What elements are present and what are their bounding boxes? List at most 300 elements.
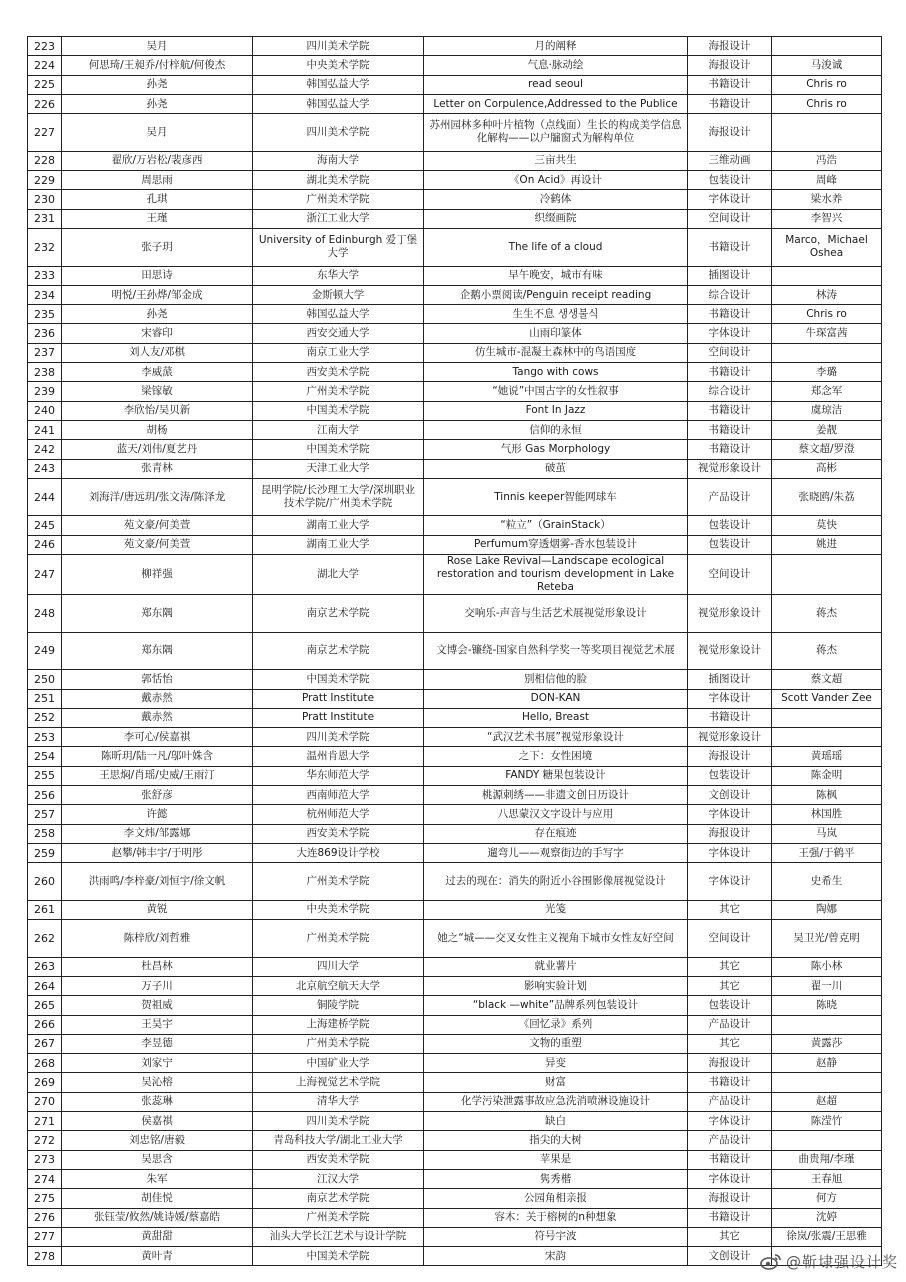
cell-work-title: 文博会-镰绕-国家自然科学奖一等奖项目视觉艺术展 [424,632,688,670]
cell-school: 南京工业大学 [253,343,424,362]
cell-work-title: 缺白 [424,1112,688,1131]
table-row [28,1054,882,1073]
cell-advisor: 陈滢竹 [772,1112,882,1131]
cell-school: 湖南工业大学 [253,535,424,554]
table-row [28,324,882,343]
cell-advisor: 史希生 [772,863,882,901]
cell-category: 书籍设计 [688,401,772,420]
cell-advisor: 陈枫 [772,785,882,804]
cell-number: 227 [28,114,62,152]
cell-work-title: 气息·脉动绘 [424,56,688,75]
cell-author: 黄叶青 [62,1247,253,1266]
table-row [28,1015,882,1034]
cell-school: Pratt Institute [253,689,424,708]
cell-category: 海报设计 [688,824,772,843]
cell-author: 李昱德 [62,1034,253,1053]
table-row [28,824,882,843]
cell-school: 四川美术学院 [253,37,424,56]
table-row [28,863,882,901]
cell-category: 视觉形象设计 [688,459,772,478]
cell-author: 孙尧 [62,305,253,324]
cell-number: 254 [28,747,62,766]
cell-author: 翟欣/万岩松/裴彦西 [62,151,253,170]
cell-advisor: 马浚诚 [772,56,882,75]
cell-school: 中国美术学院 [253,1247,424,1266]
cell-school: 中央美术学院 [253,900,424,919]
table-row [28,785,882,804]
cell-category: 产品设计 [688,1092,772,1111]
cell-author: 吴月 [62,114,253,152]
cell-author: 柳祥强 [62,555,253,595]
cell-author: 戴赤然 [62,689,253,708]
cell-advisor: Chris ro [772,305,882,324]
cell-category: 其它 [688,900,772,919]
cell-author: 吴思含 [62,1150,253,1169]
cell-author: 刘人友/邓棋 [62,343,253,362]
cell-author: 李欣怡/吴贝新 [62,401,253,420]
cell-category: 书籍设计 [688,440,772,459]
cell-work-title: 她之“城——交叉女性主义视角下城市女性友好空间 [424,920,688,958]
cell-number: 231 [28,209,62,228]
cell-advisor: 陶娜 [772,900,882,919]
cell-school: 广州美术学院 [253,920,424,958]
cell-advisor: Scott Vander Zee [772,689,882,708]
table-row [28,805,882,824]
cell-number: 273 [28,1150,62,1169]
cell-number: 223 [28,37,62,56]
table-row [28,516,882,535]
cell-category: 包装设计 [688,516,772,535]
cell-school: 韩国弘益大学 [253,94,424,113]
cell-number: 257 [28,805,62,824]
table-row [28,1169,882,1188]
cell-advisor [772,266,882,285]
cell-work-title: The life of a cloud [424,228,688,266]
cell-work-title: 生生不息 생생불식 [424,305,688,324]
cell-school: 中国矿业大学 [253,1054,424,1073]
cell-school: 四川美术学院 [253,728,424,747]
cell-author: 明悦/王孙烨/邹金成 [62,285,253,304]
table-row [28,595,882,633]
table-row [28,747,882,766]
cell-category: 其它 [688,1227,772,1246]
cell-work-title: 织缀画院 [424,209,688,228]
table-row [28,689,882,708]
cell-category: 综合设计 [688,285,772,304]
table-row [28,1247,882,1266]
cell-school: 东华大学 [253,266,424,285]
cell-school: 昆明学院/长沙理工大学/深圳职业技术学院/广州美术学院 [253,478,424,516]
cell-category: 产品设计 [688,1131,772,1150]
cell-category: 书籍设计 [688,228,772,266]
cell-advisor: 姚进 [772,535,882,554]
cell-work-title: 化学污染泄露事故应急洗消喷淋设施设计 [424,1092,688,1111]
cell-advisor [772,1015,882,1034]
cell-work-title: 早午晚安，城市有味 [424,266,688,285]
cell-category: 插图设计 [688,670,772,689]
cell-work-title: “black —white”品牌系列包装设计 [424,996,688,1015]
cell-school: 铜陵学院 [253,996,424,1015]
cell-school: 温州肯恩大学 [253,747,424,766]
cell-author: 刘家宁 [62,1054,253,1073]
cell-school: 西安美术学院 [253,363,424,382]
cell-school: 西南师范大学 [253,785,424,804]
cell-school: 江汉大学 [253,1169,424,1188]
cell-work-title: 财富 [424,1073,688,1092]
cell-school: 韩国弘益大学 [253,305,424,324]
table-row [28,1189,882,1208]
table-row [28,843,882,862]
cell-number: 264 [28,976,62,995]
cell-category: 字体设计 [688,805,772,824]
cell-school: 南京艺术学院 [253,595,424,633]
cell-number: 275 [28,1189,62,1208]
cell-advisor: 王春旭 [772,1169,882,1188]
cell-author: 胡佳悦 [62,1189,253,1208]
table-row [28,459,882,478]
cell-school: 中国美术学院 [253,440,424,459]
cell-author: 侯嘉祺 [62,1112,253,1131]
cell-author: 刘忠铭/唐毅 [62,1131,253,1150]
cell-category: 文创设计 [688,785,772,804]
cell-advisor: 陈小林 [772,957,882,976]
cell-advisor [772,114,882,152]
cell-number: 255 [28,766,62,785]
cell-category: 综合设计 [688,382,772,401]
cell-school: 浙江工业大学 [253,209,424,228]
cell-advisor: Chris ro [772,94,882,113]
cell-school: 杭州师范大学 [253,805,424,824]
cell-author: 周思雨 [62,171,253,190]
cell-school: 大连869设计学校 [253,843,424,862]
cell-category: 书籍设计 [688,305,772,324]
cell-number: 236 [28,324,62,343]
cell-advisor: 林涛 [772,285,882,304]
cell-category: 字体设计 [688,689,772,708]
table-row [28,1131,882,1150]
cell-advisor: 蒋杰 [772,595,882,633]
cell-number: 225 [28,75,62,94]
cell-school: 韩国弘益大学 [253,75,424,94]
cell-advisor [772,1073,882,1092]
cell-work-title: 存在痕迹 [424,824,688,843]
cell-category: 海报设计 [688,1189,772,1208]
cell-advisor: 黄瑶瑶 [772,747,882,766]
cell-category: 书籍设计 [688,708,772,727]
cell-school: 四川大学 [253,957,424,976]
cell-work-title: 苏州园林多种叶片植物（点线面）生长的构成美学信息化解构——以户牖窗式为解构单位 [424,114,688,152]
table-row [28,171,882,190]
cell-number: 276 [28,1208,62,1227]
cell-category: 书籍设计 [688,1073,772,1092]
table-row [28,190,882,209]
cell-number: 269 [28,1073,62,1092]
cell-work-title: “武汉艺术书展”视觉形象设计 [424,728,688,747]
cell-advisor: 陈金明 [772,766,882,785]
table-row [28,151,882,170]
cell-number: 234 [28,285,62,304]
cell-number: 242 [28,440,62,459]
cell-number: 229 [28,171,62,190]
cell-school: 四川美术学院 [253,1112,424,1131]
cell-number: 237 [28,343,62,362]
cell-author: 苑文豪/何美萱 [62,516,253,535]
cell-school: 南京艺术学院 [253,1189,424,1208]
cell-author: 李可心/侯嘉祺 [62,728,253,747]
cell-school: Pratt Institute [253,708,424,727]
cell-category: 空间设计 [688,555,772,595]
cell-number: 274 [28,1169,62,1188]
cell-work-title: 八思蒙汉文字设计与应用 [424,805,688,824]
cell-author: 吴沁榕 [62,1073,253,1092]
table-row [28,920,882,958]
cell-author: 张青林 [62,459,253,478]
cell-work-title: 《On Acid》再设计 [424,171,688,190]
cell-number: 251 [28,689,62,708]
cell-author: 李威蒎 [62,363,253,382]
cell-advisor: 沈婷 [772,1208,882,1227]
cell-number: 241 [28,420,62,439]
cell-work-title: 别相信他的脸 [424,670,688,689]
table-row [28,766,882,785]
cell-advisor: 王强/于鹤平 [772,843,882,862]
cell-advisor [772,37,882,56]
cell-work-title: 容木：关于榕树的n种想象 [424,1208,688,1227]
cell-work-title: 就业薯片 [424,957,688,976]
cell-category: 字体设计 [688,843,772,862]
cell-work-title: 月的阐释 [424,37,688,56]
cell-advisor: 赵静 [772,1054,882,1073]
table-row [28,1073,882,1092]
cell-advisor: 曲贵翔/李瑾 [772,1150,882,1169]
cell-category: 字体设计 [688,324,772,343]
table-row [28,37,882,56]
cell-advisor: 陈晓 [772,996,882,1015]
cell-advisor: 黄露莎 [772,1034,882,1053]
watermark-text: @靳埭强设计奖 [785,1253,898,1271]
cell-work-title: 破茧 [424,459,688,478]
cell-category: 包装设计 [688,996,772,1015]
cell-author: 许懿 [62,805,253,824]
cell-advisor: 莫快 [772,516,882,535]
cell-number: 239 [28,382,62,401]
cell-category: 视觉形象设计 [688,595,772,633]
cell-advisor: 林国胜 [772,805,882,824]
cell-number: 238 [28,363,62,382]
cell-number: 230 [28,190,62,209]
table-row [28,228,882,266]
cell-advisor: 赵超 [772,1092,882,1111]
table-row [28,1150,882,1169]
cell-work-title: 异变 [424,1054,688,1073]
cell-school: 广州美术学院 [253,382,424,401]
cell-category: 海报设计 [688,1054,772,1073]
cell-work-title: FANDY 糖果包装设计 [424,766,688,785]
cell-advisor: Marco，Michael Oshea [772,228,882,266]
cell-category: 其它 [688,976,772,995]
cell-work-title: Perfumum穿透烟雾-香水包装设计 [424,535,688,554]
table-row [28,114,882,152]
cell-school: 汕头大学长江艺术与设计学院 [253,1227,424,1246]
cell-number: 247 [28,555,62,595]
table-row [28,401,882,420]
cell-advisor: 翟一川 [772,976,882,995]
cell-work-title: 影响实验计划 [424,976,688,995]
cell-advisor [772,1131,882,1150]
cell-school: 青岛科技大学/湖北工业大学 [253,1131,424,1150]
cell-advisor [772,555,882,595]
cell-number: 267 [28,1034,62,1053]
cell-number: 226 [28,94,62,113]
cell-work-title: Tinnis keeper智能网球车 [424,478,688,516]
cell-school: 上海建桥学院 [253,1015,424,1034]
cell-advisor: 梁水养 [772,190,882,209]
cell-work-title: 《回忆录》系列 [424,1015,688,1034]
cell-author: 黄锐 [62,900,253,919]
cell-work-title: 企鹅小票阅读/Penguin receipt reading [424,285,688,304]
cell-school: 广州美术学院 [253,190,424,209]
cell-category: 视觉形象设计 [688,728,772,747]
cell-school: 西安交通大学 [253,324,424,343]
cell-advisor [772,728,882,747]
cell-author: 郑东隅 [62,595,253,633]
cell-author: 朱军 [62,1169,253,1188]
cell-work-title: 交响乐-声音与生活艺术展视觉形象设计 [424,595,688,633]
cell-work-title: 三亩共生 [424,151,688,170]
cell-school: 四川美术学院 [253,114,424,152]
cell-author: 贺祖威 [62,996,253,1015]
cell-work-title: 符号宇波 [424,1227,688,1246]
cell-work-title: 信仰的永恒 [424,420,688,439]
cell-author: 陈梓欣/刘哲雅 [62,920,253,958]
cell-advisor: 冯浩 [772,151,882,170]
cell-school: 江南大学 [253,420,424,439]
table-row [28,957,882,976]
cell-advisor: 马岚 [772,824,882,843]
cell-number: 232 [28,228,62,266]
cell-school: 北京航空航天大学 [253,976,424,995]
table-row [28,382,882,401]
cell-number: 260 [28,863,62,901]
cell-school: 西安美术学院 [253,824,424,843]
cell-author: 赵攀/韩丰宇/于明彤 [62,843,253,862]
cell-work-title: 宋韵 [424,1247,688,1266]
cell-number: 266 [28,1015,62,1034]
cell-category: 空间设计 [688,920,772,958]
cell-work-title: 之下：女性困境 [424,747,688,766]
cell-author: 孙尧 [62,94,253,113]
cell-author: 戴赤然 [62,708,253,727]
cell-category: 书籍设计 [688,94,772,113]
cell-work-title: 仿生城市-混凝土森林中的鸟语国度 [424,343,688,362]
table-row [28,555,882,595]
cell-advisor: 李璐 [772,363,882,382]
table-row [28,900,882,919]
cell-number: 271 [28,1112,62,1131]
cell-author: 蓝天/刘伟/夏艺丹 [62,440,253,459]
cell-number: 272 [28,1131,62,1150]
cell-author: 何思琦/王昶乔/付梓航/何俊杰 [62,56,253,75]
table-row [28,1112,882,1131]
cell-category: 产品设计 [688,478,772,516]
table-row [28,266,882,285]
cell-work-title: read seoul [424,75,688,94]
cell-school: 天津工业大学 [253,459,424,478]
cell-author: 王昊宇 [62,1015,253,1034]
table-row [28,94,882,113]
cell-author: 王思焖/肖瑶/史威/王雨汀 [62,766,253,785]
cell-school: 海南大学 [253,151,424,170]
cell-advisor: 蒋杰 [772,632,882,670]
table-row [28,420,882,439]
cell-school: 西安美术学院 [253,1150,424,1169]
cell-work-title: 山雨印篆体 [424,324,688,343]
cell-number: 256 [28,785,62,804]
cell-author: 宋睿印 [62,324,253,343]
cell-number: 249 [28,632,62,670]
cell-advisor: 李智兴 [772,209,882,228]
table-row [28,1092,882,1111]
cell-category: 书籍设计 [688,1208,772,1227]
cell-number: 265 [28,996,62,1015]
cell-category: 字体设计 [688,1169,772,1188]
cell-number: 228 [28,151,62,170]
cell-work-title: 文物的重塑 [424,1034,688,1053]
cell-work-title: 隽秀楷 [424,1169,688,1188]
cell-number: 248 [28,595,62,633]
cell-author: 田思诗 [62,266,253,285]
cell-number: 243 [28,459,62,478]
table-row [28,632,882,670]
cell-category: 书籍设计 [688,75,772,94]
cell-number: 263 [28,957,62,976]
cell-category: 书籍设计 [688,1150,772,1169]
cell-category: 视觉形象设计 [688,632,772,670]
cell-number: 240 [28,401,62,420]
cell-work-title: 光笺 [424,900,688,919]
cell-number: 268 [28,1054,62,1073]
table-row [28,305,882,324]
cell-author: 张子玥 [62,228,253,266]
cell-number: 258 [28,824,62,843]
cell-category: 海报设计 [688,37,772,56]
cell-advisor: 徐岚/张震/王思雅 [772,1227,882,1246]
cell-number: 250 [28,670,62,689]
cell-work-title: 气形 Gas Morphology [424,440,688,459]
cell-category: 其它 [688,957,772,976]
results-sheet [27,36,882,1266]
cell-work-title: Letter on Corpulence,Addressed to the Publice [424,94,688,113]
cell-school: 金斯顿大学 [253,285,424,304]
cell-number: 245 [28,516,62,535]
results-table-body [28,37,882,1266]
cell-number: 278 [28,1247,62,1266]
cell-school: 中国美术学院 [253,670,424,689]
cell-author: 吴月 [62,37,253,56]
watermark [760,1251,898,1272]
cell-work-title: 遛弯儿——观察街边的手写字 [424,843,688,862]
cell-number: 224 [28,56,62,75]
cell-school: 中国美术学院 [253,401,424,420]
cell-category: 字体设计 [688,1112,772,1131]
cell-school: 广州美术学院 [253,863,424,901]
cell-author: 郭恬怡 [62,670,253,689]
table-row [28,728,882,747]
cell-category: 包装设计 [688,766,772,785]
table-row [28,363,882,382]
cell-category: 包装设计 [688,171,772,190]
cell-author: 李文炜/邹露娜 [62,824,253,843]
